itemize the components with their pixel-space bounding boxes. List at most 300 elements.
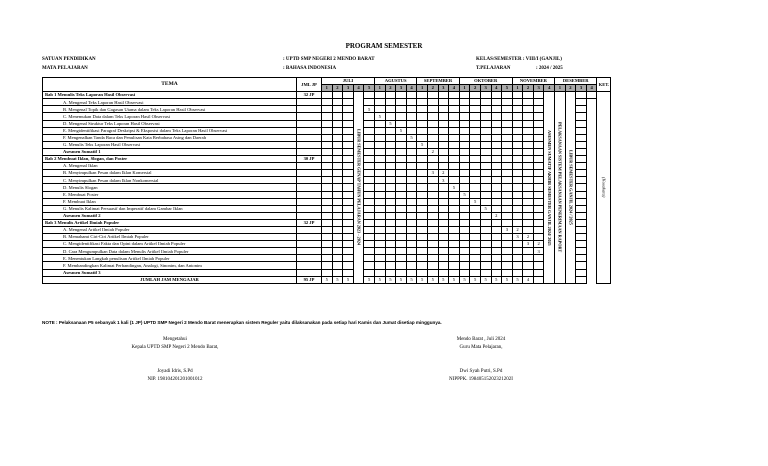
week-cell (438, 191, 449, 198)
week-cell (322, 234, 333, 241)
week-cell (427, 127, 438, 134)
sig-left-id: NIP. 198104201201001012 (147, 377, 203, 382)
week-cell (533, 198, 544, 205)
week-cell (396, 255, 407, 262)
week-cell: 5 (417, 141, 428, 148)
week-cell (576, 134, 587, 141)
week-cell (491, 106, 502, 113)
week-cell (374, 177, 385, 184)
week-cell (417, 92, 428, 99)
vertical-libur-genap-text: LIBUR SEMESTER GENAP TAHUN PELAJARAN 2023 - 2024 (356, 129, 362, 246)
week-cell (343, 184, 354, 191)
total-week-value: 5 (406, 276, 417, 283)
week-cell (449, 163, 460, 170)
week-cell (343, 248, 354, 255)
week-cell (523, 226, 534, 233)
week-cell (576, 241, 587, 248)
footnote: NOTE : Pelaksanaan P5 sebanyak 1 kali (1 JP) UPTD SMP Negeri 2 Mendo Barat menerapkan sistem Reguler yaitu dilaksanakan pada setiap hari Kamis dan Jumat disetiap minggunya. (42, 320, 442, 325)
week-cell (523, 92, 534, 99)
week-cell (374, 148, 385, 155)
row-jp (297, 269, 322, 276)
week-cell (438, 120, 449, 127)
week-cell (343, 106, 354, 113)
row-jp (297, 170, 322, 177)
week-cell (459, 163, 470, 170)
week-cell (364, 219, 375, 226)
total-week-value: 5 (491, 276, 502, 283)
week-cell (332, 177, 343, 184)
week-cell (576, 262, 587, 269)
week-cell (512, 113, 523, 120)
week-cell (417, 134, 428, 141)
week-cell (332, 184, 343, 191)
week-cell (480, 212, 491, 219)
week-cell (470, 156, 481, 163)
table-row (43, 241, 611, 248)
week-cell (491, 269, 502, 276)
header-month: NOVEMBER (512, 78, 554, 85)
week-cell: 2 (491, 212, 502, 219)
week-cell (364, 141, 375, 148)
ket-column (597, 92, 611, 284)
week-cell (480, 248, 491, 255)
table-row (43, 127, 611, 134)
week-cell (406, 241, 417, 248)
week-cell (449, 198, 460, 205)
week-cell (406, 148, 417, 155)
header-week: 2 (470, 85, 481, 92)
week-cell (364, 241, 375, 248)
week-cell (576, 141, 587, 148)
week-cell (427, 205, 438, 212)
week-cell (374, 198, 385, 205)
week-cell (470, 148, 481, 155)
week-cell (491, 170, 502, 177)
week-cell (417, 120, 428, 127)
week-cell (322, 127, 333, 134)
week-cell (523, 106, 534, 113)
week-cell (385, 212, 396, 219)
week-cell (480, 198, 491, 205)
week-cell (374, 99, 385, 106)
week-cell (396, 219, 407, 226)
table-row (43, 177, 611, 184)
week-cell (374, 234, 385, 241)
row-jp (297, 177, 322, 184)
total-week-value: 5 (459, 276, 470, 283)
week-cell (576, 113, 587, 120)
week-cell (427, 241, 438, 248)
week-cell (364, 127, 375, 134)
row-jp (297, 127, 322, 134)
week-cell (332, 248, 343, 255)
total-week-value: 5 (502, 276, 513, 283)
total-week-value: 5 (322, 276, 333, 283)
row-topic: Asesmen Sumatif 3 (43, 269, 297, 276)
week-cell (470, 219, 481, 226)
row-jp (297, 262, 322, 269)
header-week: 1 (512, 85, 523, 92)
week-cell (343, 191, 354, 198)
week-cell (332, 156, 343, 163)
week-cell (470, 191, 481, 198)
week-cell (502, 269, 513, 276)
row-topic: F. Membuat Iklan (43, 198, 297, 205)
week-cell (480, 156, 491, 163)
row-topic: A. Mengenal Teks Laporan Hasil Observasi (43, 99, 297, 106)
week-cell (417, 113, 428, 120)
week-cell (332, 163, 343, 170)
week-cell (385, 255, 396, 262)
total-week-value: 5 (438, 276, 449, 283)
week-cell (523, 205, 534, 212)
week-cell (322, 92, 333, 99)
week-cell (427, 134, 438, 141)
week-cell (396, 241, 407, 248)
week-cell (523, 269, 534, 276)
week-cell (470, 163, 481, 170)
week-cell: 5 (364, 106, 375, 113)
week-cell (396, 262, 407, 269)
week-cell (502, 170, 513, 177)
week-cell (343, 92, 354, 99)
week-cell (385, 141, 396, 148)
week-cell (480, 262, 491, 269)
week-cell (322, 106, 333, 113)
week-cell (364, 99, 375, 106)
week-cell (332, 219, 343, 226)
week-cell (523, 219, 534, 226)
week-cell (533, 212, 544, 219)
week-cell (332, 226, 343, 233)
header-week: 1 (555, 85, 566, 92)
week-cell (576, 184, 587, 191)
week-cell (470, 120, 481, 127)
week-cell (576, 212, 587, 219)
week-cell (480, 184, 491, 191)
row-topic: Bab 1 Memulis Teks Laporan Hasil Observasi (43, 92, 297, 99)
week-cell (512, 148, 523, 155)
row-jp (297, 120, 322, 127)
week-cell (459, 148, 470, 155)
table-row (43, 219, 611, 226)
week-cell (470, 134, 481, 141)
week-cell (576, 205, 587, 212)
week-cell (322, 198, 333, 205)
row-topic: F. Membandingkan Kalimat Perbandingan, Analogi, Sinonim, dan Antonim (43, 262, 297, 269)
week-cell (343, 205, 354, 212)
week-cell (427, 92, 438, 99)
table-row (43, 212, 611, 219)
header-week: 2 (332, 85, 343, 92)
week-cell (576, 156, 587, 163)
week-cell (576, 191, 587, 198)
week-cell (523, 127, 534, 134)
week-cell (343, 141, 354, 148)
header-week: 3 (438, 85, 449, 92)
week-cell (364, 170, 375, 177)
week-cell (438, 269, 449, 276)
total-week-value: 5 (332, 276, 343, 283)
week-cell (512, 177, 523, 184)
week-cell (364, 184, 375, 191)
week-cell (385, 234, 396, 241)
week-cell (533, 120, 544, 127)
week-cell (374, 212, 385, 219)
week-cell (406, 184, 417, 191)
week-cell (449, 269, 460, 276)
week-cell (385, 99, 396, 106)
week-cell (438, 255, 449, 262)
week-cell (364, 148, 375, 155)
week-cell (480, 99, 491, 106)
vertical-libur-genap (353, 92, 364, 284)
week-cell (470, 184, 481, 191)
table-row (43, 198, 611, 205)
week-cell (523, 248, 534, 255)
header-month: AGUSTUS (374, 78, 416, 85)
week-cell (364, 120, 375, 127)
week-cell (385, 156, 396, 163)
week-cell (459, 262, 470, 269)
week-cell (459, 219, 470, 226)
week-cell (427, 191, 438, 198)
week-cell (417, 170, 428, 177)
header-week: 2 (565, 85, 576, 92)
week-cell (406, 205, 417, 212)
week-cell (533, 262, 544, 269)
table-row (43, 99, 611, 106)
week-cell (449, 191, 460, 198)
week-cell (427, 163, 438, 170)
week-cell (491, 99, 502, 106)
week-cell (438, 127, 449, 134)
week-cell (502, 198, 513, 205)
week-cell (332, 134, 343, 141)
week-cell (332, 262, 343, 269)
week-cell (427, 113, 438, 120)
week-cell (491, 255, 502, 262)
week-cell (364, 269, 375, 276)
week-cell (364, 234, 375, 241)
week-cell (332, 120, 343, 127)
week-cell (364, 212, 375, 219)
week-cell (470, 127, 481, 134)
week-cell (459, 248, 470, 255)
week-cell (406, 212, 417, 219)
week-cell (396, 226, 407, 233)
header-week: 4 (353, 85, 364, 92)
week-cell (406, 248, 417, 255)
week-cell (374, 255, 385, 262)
week-cell (374, 269, 385, 276)
total-week-value: 5 (343, 276, 354, 283)
week-cell (512, 198, 523, 205)
week-cell (385, 106, 396, 113)
week-cell (470, 99, 481, 106)
week-cell (322, 219, 333, 226)
week-cell (322, 205, 333, 212)
week-cell (385, 170, 396, 177)
week-cell (343, 99, 354, 106)
week-cell (480, 134, 491, 141)
week-cell (438, 248, 449, 255)
week-cell (406, 177, 417, 184)
week-cell (332, 269, 343, 276)
week-cell (491, 92, 502, 99)
row-jp (297, 255, 322, 262)
week-cell (502, 134, 513, 141)
week-cell (480, 269, 491, 276)
table-row (43, 248, 611, 255)
week-cell (332, 99, 343, 106)
school-value: : UPTD SMP NEGERI 2 MENDO BARAT (283, 57, 375, 62)
week-cell (406, 170, 417, 177)
week-cell (459, 113, 470, 120)
week-cell (491, 262, 502, 269)
header-week: 3 (480, 85, 491, 92)
week-cell (385, 163, 396, 170)
week-cell (343, 241, 354, 248)
week-cell (480, 120, 491, 127)
header-week: 3 (533, 85, 544, 92)
week-cell (332, 127, 343, 134)
sig-right-title: Guru Mata Pelajaran, (459, 345, 503, 350)
table-row (43, 106, 611, 113)
week-cell (385, 92, 396, 99)
week-cell (459, 141, 470, 148)
week-cell (491, 127, 502, 134)
week-cell (449, 219, 460, 226)
week-cell (385, 269, 396, 276)
row-topic: C. Mengidentifikasi Fakta dan Opini dalam Artikel Ilmiah Populer (43, 241, 297, 248)
week-cell (491, 191, 502, 198)
week-cell (322, 184, 333, 191)
week-cell: 5 (449, 184, 460, 191)
header-week: 4 (491, 85, 502, 92)
week-cell (322, 148, 333, 155)
week-cell (470, 92, 481, 99)
week-cell (576, 269, 587, 276)
week-cell (502, 255, 513, 262)
week-cell (459, 234, 470, 241)
week-cell (480, 106, 491, 113)
total-week-value: 5 (449, 276, 460, 283)
header-month: JULI (322, 78, 375, 85)
week-cell (502, 205, 513, 212)
week-cell (438, 163, 449, 170)
week-cell (374, 248, 385, 255)
total-week-value: 5 (512, 276, 523, 283)
row-topic: G. Menulis Teks Laporan Hasil Observasi (43, 141, 297, 148)
week-cell (502, 248, 513, 255)
week-cell (459, 170, 470, 177)
week-cell (512, 184, 523, 191)
week-cell (576, 226, 587, 233)
week-cell (322, 99, 333, 106)
week-cell (438, 106, 449, 113)
week-cell (427, 234, 438, 241)
week-cell (533, 234, 544, 241)
header-week: 5 (364, 85, 375, 92)
sig-left-title: Kepala UPTD SMP Negeri 2 Mendo Barat, (131, 345, 219, 350)
week-cell (332, 92, 343, 99)
row-jp: 30 JP (297, 156, 322, 163)
week-cell (427, 219, 438, 226)
week-cell (417, 255, 428, 262)
week-cell (364, 177, 375, 184)
week-cell (470, 234, 481, 241)
subject-label: MATA PELAJARAN (42, 66, 88, 71)
header-week: 4 (449, 85, 460, 92)
week-cell (438, 198, 449, 205)
row-topic: Bab 2 Membuat Iklan, Slogan, dan Poster (43, 156, 297, 163)
week-cell (417, 226, 428, 233)
week-cell (512, 99, 523, 106)
total-week-value: 5 (374, 276, 385, 283)
week-cell (533, 184, 544, 191)
week-cell (364, 262, 375, 269)
week-cell (512, 120, 523, 127)
header-jml-jp: JML JP (297, 78, 322, 92)
row-jp (297, 106, 322, 113)
row-topic: B. Memahami Ciri-Ciri Artikel Ilmiah Populer (43, 234, 297, 241)
row-topic: D. Mengenal Struktur Teks Laporan Hasil Observasi (43, 120, 297, 127)
week-cell (374, 92, 385, 99)
week-cell (332, 106, 343, 113)
row-jp (297, 226, 322, 233)
week-cell (502, 113, 513, 120)
week-cell (491, 113, 502, 120)
header-week: 4 (406, 85, 417, 92)
row-jp (297, 241, 322, 248)
week-cell (322, 226, 333, 233)
week-cell (332, 148, 343, 155)
row-jp (297, 184, 322, 191)
week-cell (470, 113, 481, 120)
vertical-asesmen-sumatif (544, 92, 555, 284)
week-cell (385, 191, 396, 198)
week-cell: 3 (427, 170, 438, 177)
week-cell (417, 205, 428, 212)
week-cell (533, 113, 544, 120)
week-cell (396, 212, 407, 219)
week-cell (523, 191, 534, 198)
week-cell (343, 163, 354, 170)
week-cell (480, 226, 491, 233)
week-cell (396, 198, 407, 205)
week-cell (459, 184, 470, 191)
row-jp (297, 205, 322, 212)
week-cell (406, 99, 417, 106)
week-cell (322, 120, 333, 127)
week-cell (512, 212, 523, 219)
week-cell (480, 170, 491, 177)
week-cell (343, 234, 354, 241)
week-cell (470, 262, 481, 269)
week-cell (385, 113, 396, 120)
week-cell (523, 120, 534, 127)
total-week-value: 5 (427, 276, 438, 283)
header-week: 2 (385, 85, 396, 92)
week-cell (364, 163, 375, 170)
week-cell (470, 212, 481, 219)
total-week-value: 5 (470, 276, 481, 283)
header-week: 3 (396, 85, 407, 92)
week-cell (417, 99, 428, 106)
week-cell (374, 163, 385, 170)
week-cell (480, 148, 491, 155)
